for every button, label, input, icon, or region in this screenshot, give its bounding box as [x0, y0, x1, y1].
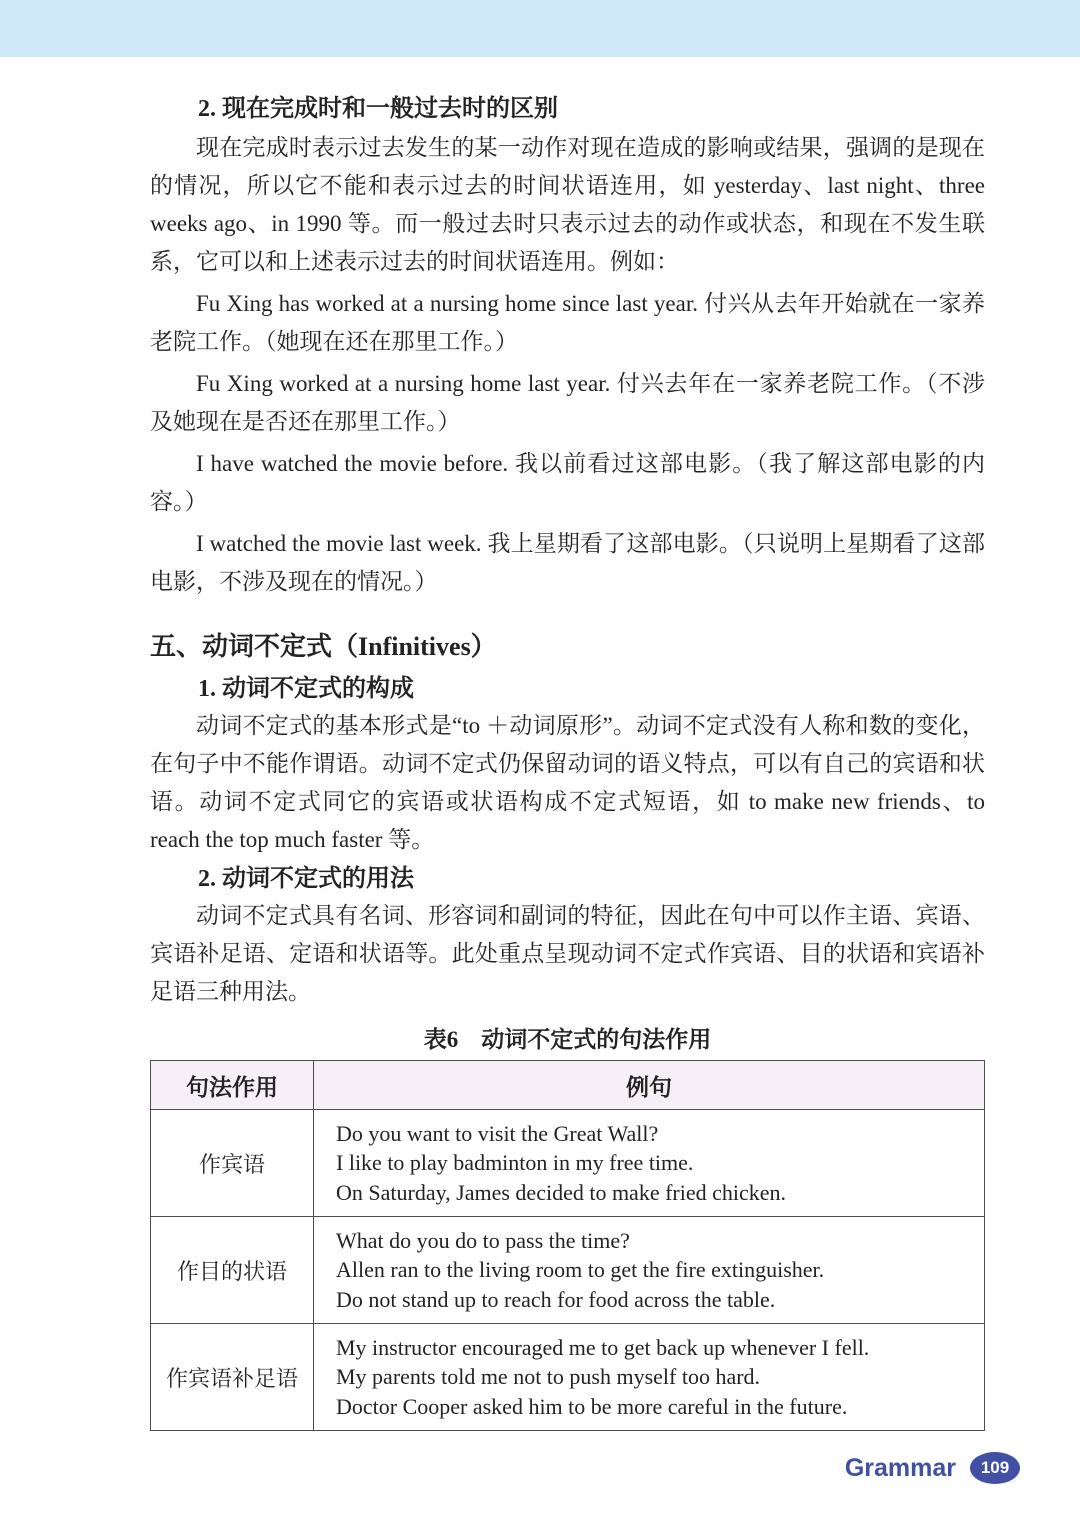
footer-section-label: Grammar [844, 1453, 956, 1482]
example-sentence: I watched the movie last week. 我上星期看了这部电影。（只说明上星期看了这部电影，不涉及现在的情况。） [150, 531, 985, 594]
section2-heading: 2. 现在完成时和一般过去时的区别 [198, 96, 558, 122]
column-header-examples: 例句 [314, 1061, 985, 1110]
example-sentence: Fu Xing has worked at a nursing home since last year. 付兴从去年开始就在一家养老院工作。（她现在还在那里工作。） [150, 291, 985, 354]
infinitive-usage-table [150, 1060, 985, 1431]
table-row [151, 1324, 985, 1431]
section5-sub1-paragraph: 动词不定式的基本形式是“to ＋动词原形”。动词不定式没有人称和数的变化，在句子中不能作谓语。动词不定式仍保留动词的语义特点，可以有自己的宾语和状语。动词不定式同它的宾语或状语构成不定式短语，如 to make new friends、to reach the top much faster 等。 [150, 713, 985, 852]
page-number-badge: 109 [970, 1452, 1020, 1484]
examples-cell [314, 1110, 985, 1217]
page-content [0, 57, 1080, 1431]
section5-heading: 五、动词不定式（Infinitives） [150, 632, 497, 661]
section5-sub2-heading: 2. 动词不定式的用法 [198, 866, 414, 892]
table-row [151, 1217, 985, 1324]
examples-cell [314, 1217, 985, 1324]
section2-paragraph: 现在完成时表示过去发生的某一动作对现在造成的影响或结果，强调的是现在的情况，所以它不能和表示过去的时间状语连用，如 yesterday、last night、three weeks ago、in 1990 等。而一般过去时只表示过去的动作或状态，和现在不发生联系，它可以和上述表示过去的时间状语连用。例如： [150, 135, 985, 274]
example-sentence: Fu Xing worked at a nursing home last year. 付兴去年在一家养老院工作。（不涉及她现在是否还在那里工作。） [150, 371, 985, 434]
table-row [151, 1110, 985, 1217]
example-line: Do you want to visit the Great Wall? [336, 1120, 659, 1146]
section5-sub1-heading: 1. 动词不定式的构成 [198, 676, 414, 702]
role-cell: 作宾语 [151, 1110, 314, 1217]
example-line: Doctor Cooper asked him to be more careful in the future. [336, 1393, 848, 1419]
table-caption: 表6 动词不定式的句法作用 [423, 1027, 712, 1052]
section5-sub2-paragraph: 动词不定式具有名词、形容词和副词的特征，因此在句中可以作主语、宾语、宾语补足语、定语和状语等。此处重点呈现动词不定式作宾语、目的状语和宾语补足语三种用法。 [150, 903, 985, 1004]
example-line: I like to play badminton in my free time. [336, 1150, 694, 1176]
table-header-row [151, 1061, 985, 1110]
role-cell: 作宾语补足语 [151, 1324, 314, 1431]
top-banner [0, 0, 1080, 57]
examples-cell [314, 1324, 985, 1431]
page-footer [845, 1452, 1020, 1484]
example-line: Do not stand up to reach for food across the table. [336, 1286, 776, 1312]
role-cell: 作目的状语 [151, 1217, 314, 1324]
example-line: My parents told me not to push myself too hard. [336, 1364, 761, 1390]
example-sentence: I have watched the movie before. 我以前看过这部电影。（我了解这部电影的内容。） [150, 451, 985, 514]
example-line: On Saturday, James decided to make fried chicken. [336, 1179, 787, 1205]
example-line: What do you do to pass the time? [336, 1227, 630, 1253]
column-header-role: 句法作用 [151, 1061, 314, 1110]
example-line: My instructor encouraged me to get back up whenever I fell. [336, 1334, 870, 1360]
example-line: Allen ran to the living room to get the fire extinguisher. [336, 1257, 825, 1283]
